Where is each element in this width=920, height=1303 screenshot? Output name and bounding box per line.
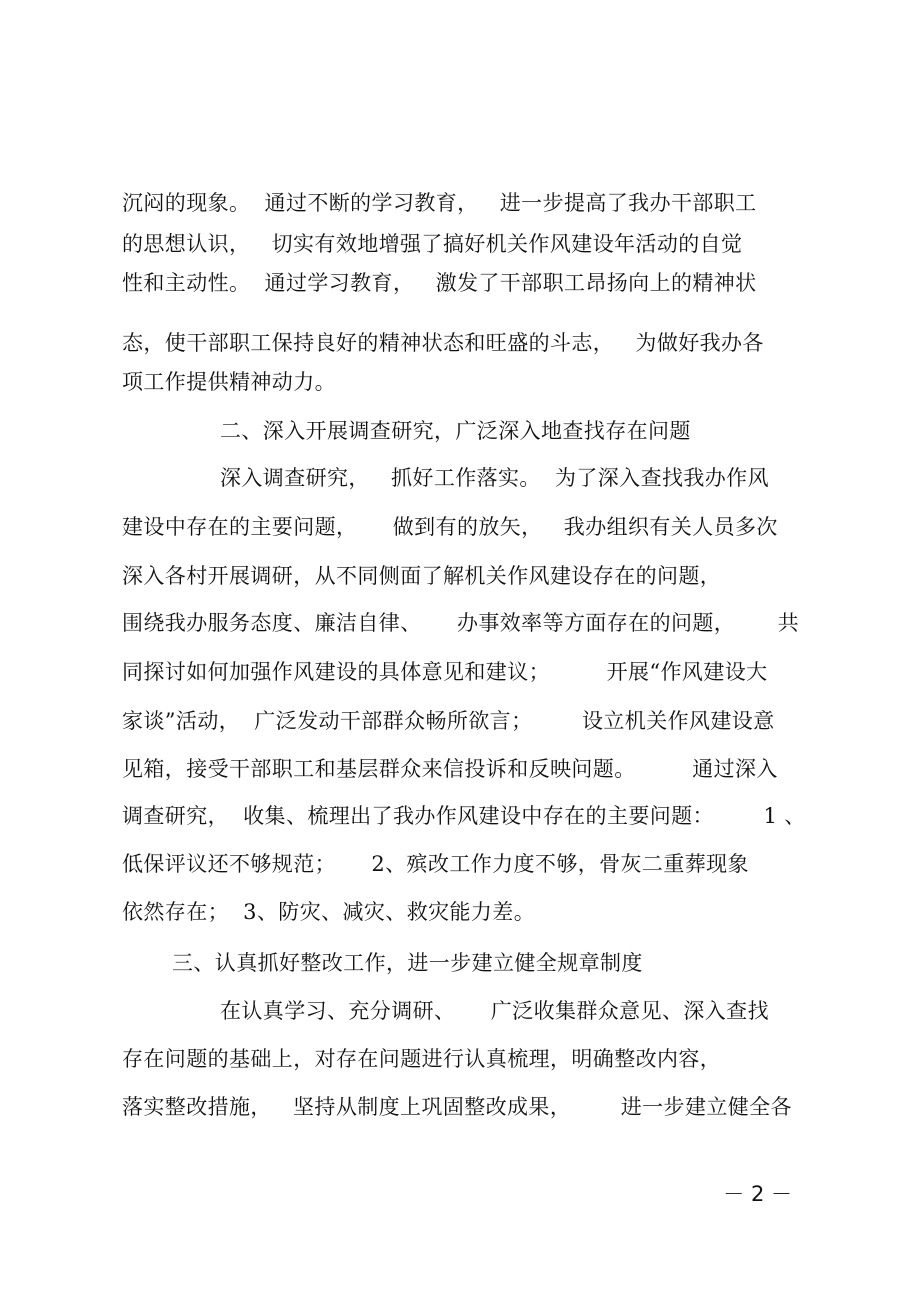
body-text-line: 沉闷的现象。 通过不断的学习教育， 进一步提高了我办干部职工	[122, 191, 757, 215]
body-text-line: 在认真学习、充分调研、 广泛收集群众意见、深入查找	[220, 999, 769, 1023]
body-text-line: 存在问题的基础上，对存在问题进行认真梳理，明确整改内容，	[122, 1047, 722, 1071]
body-text-line: 依然存在； 3、防灾、减灾、救灾能力差。	[122, 900, 536, 924]
section-heading: 三、认真抓好整改工作，进一步建立健全规章制度	[172, 951, 643, 975]
body-text-line: 见箱，接受干部职工和基层群众来信投诉和反映问题。 通过深入	[122, 757, 778, 781]
body-text-line: 调查研究， 收集、梳理出了我办作风建设中存在的主要问题： 1 、	[122, 804, 806, 828]
body-text-line: 态，使干部职工保持良好的精神状态和旺盛的斗志， 为做好我办各	[122, 331, 764, 355]
body-text-line: 的思想认识， 切实有效地增强了搞好机关作风建设年活动的自觉	[122, 232, 743, 256]
body-text-line: 深入各村开展调研，从不同侧面了解机关作风建设存在的问题，	[122, 564, 722, 588]
section-heading: 二、深入开展调查研究，广泛深入地查找存在问题	[220, 419, 691, 443]
page-number: － 2 －	[723, 1182, 792, 1206]
body-text-line: 围绕我办服务态度、廉洁自律、 办事效率等方面存在的问题， 共	[122, 611, 800, 635]
body-text-line: 低保评议还不够规范； 2、殡改工作力度不够，骨灰二重葬现象	[122, 852, 749, 876]
body-text-line: 同探讨如何加强作风建设的具体意见和建议； 开展“作风建设大	[122, 660, 768, 684]
body-text-line: 建设中存在的主要问题， 做到有的放矢， 我办组织有关人员多次	[122, 515, 778, 539]
body-text-line: 项工作提供精神动力。	[122, 370, 336, 394]
body-text-line: 性和主动性。 通过学习教育， 激发了干部职工昂扬向上的精神状	[122, 271, 757, 295]
body-text-line: 家谈”活动， 广泛发动干部群众畅所欲言； 设立机关作风建设意	[122, 709, 775, 733]
body-text-line: 落实整改措施， 坚持从制度上巩固整改成果， 进一步建立健全各	[122, 1095, 792, 1119]
body-text-line: 深入调查研究， 抓好工作落实。 为了深入查找我办作风	[220, 466, 769, 490]
